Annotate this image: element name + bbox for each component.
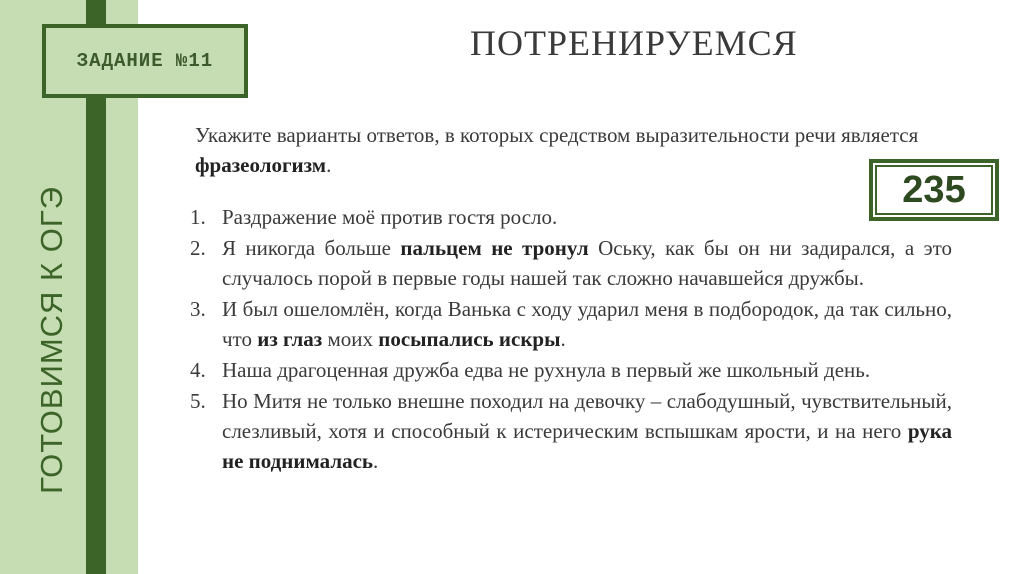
item-text: Наша драгоценная дружба едва не рухнула в первый же школьный день. — [222, 358, 871, 382]
item-phrase-bold: пальцем не тронул — [400, 236, 589, 260]
task-instruction — [195, 120, 985, 180]
item-number: 5. — [190, 389, 206, 413]
list-item — [190, 355, 952, 385]
item-text: моих — [322, 327, 379, 351]
item-text: Я никогда больше — [222, 236, 401, 260]
item-text: Оську, как бы он ни задирался, а это случалось порой в первые годы нашей так сложно начавшейся дружбы. — [222, 236, 952, 290]
answer-box: 235 — [869, 159, 999, 221]
page-title: ПОТРЕНИРУЕМСЯ — [470, 23, 798, 63]
answer-options-list — [190, 202, 952, 477]
task-number-box: ЗАДАНИЕ №11 — [42, 24, 248, 98]
item-number: 3. — [190, 297, 206, 321]
item-text: Но Митя не только внешне походил на девочку – слабодушный, чувствительный, слезливый, хотя и способный к истерическим вспышкам ярости, и на него — [222, 389, 952, 443]
item-number: 4. — [190, 358, 206, 382]
list-item — [190, 294, 952, 354]
item-text: Раздражение моё против гостя росло. — [222, 205, 558, 229]
item-phrase-bold: посыпались искры — [378, 327, 561, 351]
item-text: . — [373, 449, 379, 473]
list-item — [190, 202, 952, 232]
instruction-punct: . — [326, 153, 332, 177]
item-text: . — [560, 327, 566, 351]
item-number: 1. — [190, 205, 206, 229]
item-number: 2. — [190, 236, 206, 260]
instruction-bold-term: фразеологизм — [195, 153, 327, 177]
item-phrase-bold: из глаз — [257, 327, 323, 351]
item-text: И был ошеломлён, когда Ванька с ходу ударил меня в подбородок, да так сильно, что — [222, 297, 952, 351]
sidebar-vertical-label: ГОТОВИМСЯ К ОГЭ — [34, 186, 69, 494]
list-item — [190, 386, 952, 476]
list-item — [190, 233, 952, 293]
instruction-text: Укажите варианты ответов, в которых средством выразительности речи является — [195, 123, 919, 147]
item-phrase-bold: рука не поднималась — [222, 419, 952, 473]
